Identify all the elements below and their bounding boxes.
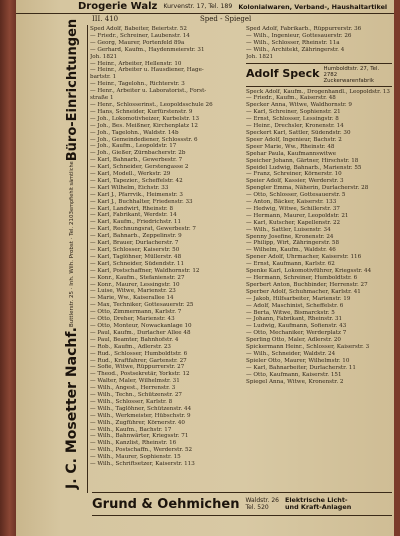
directory-entry: — Hans, Schneider, Kurfürstenstr. 9 [90, 108, 193, 115]
speck-ad-name: Adolf Speck [246, 67, 320, 81]
directory-entry: — Karl, Postschaffner, Waldhornstr. 12 [90, 267, 200, 274]
directory-entry: Spehar Paula, Kaufmannswitwe [246, 150, 337, 157]
directory-entry: — Johann, Fabrikant, Rheinstr. 31 [246, 316, 343, 323]
directory-entry: — Karl, Schlosser, Kaiserstr. 50 [90, 247, 180, 253]
directory-entry: — Wilh., Ingenieur, Gottesauerstr. 26 [246, 32, 352, 39]
directory-entry: — Karl Wilhelm, Eichstr. 33 [90, 184, 169, 191]
bottom-ad-name: Grund & Oehmichen [92, 496, 240, 512]
directory-entry: — Karl, Kaufm., Friedrichstr. 11 [90, 219, 182, 226]
directory-entry: Spieler Otto, Maurer, Wilhelmstr. 10 [246, 357, 350, 364]
directory-entry: — Max, Techniker, Gottesauerstr. 25 [90, 302, 194, 309]
directory-entry: — Heinr., Arbeiter, Hellenstr. 10 [90, 60, 182, 67]
running-title: Sped - Spiegel [200, 15, 252, 23]
directory-entry: — Paul, Beamter, Bahnhofstr. 4 [90, 336, 179, 343]
directory-entry: Spengler Emma, Näherin, Durlacherstr. 28 [246, 185, 369, 192]
directory-entry: — Walter, Maler, Wilhelmstr. 31 [90, 378, 180, 385]
directory-column-right [246, 26, 392, 386]
directory-entry: Speicher Johann, Gärtner, Hirschstr. 18 [246, 157, 359, 164]
directory-entry: Spenke Karl, Lokomotivführer, Kriegsstr. 44 [246, 268, 372, 275]
top-ad-products: Kolonialwaren, Verband-, Haushaltartikel [238, 2, 388, 11]
directory-entry: — Karl, Fabrikant, Werdstr. 14 [90, 212, 177, 219]
directory-entry: — Rud., Kraftfahrer, Gartenstr. 27 [90, 357, 187, 364]
directory-entry: — Hermann, Maurer, Leopoldstr. 21 [246, 212, 349, 219]
directory-entry: — Friedr., Schreiner, Laubenstr. 14 [90, 32, 190, 39]
directory-entry: — Karl, Taglöhner, Müllerstr. 48 [90, 253, 182, 260]
directory-entry: — Wilh., Werkmeister, Hübschstr. 9 [90, 412, 191, 419]
directory-entry: Speer Adolf, Ingenieur, Bachstr. 2 [246, 136, 342, 143]
directory-entry: — Wilh., Schriftsetzer, Kaiserstr. 113 [90, 461, 195, 468]
directory-entry: — Joh., Tagelohn., Waldstr. 14b [90, 129, 179, 136]
directory-entry: — Otto, Kaufmann, Kaiserstr. 151 [246, 371, 342, 378]
directory-entry: — Georg, Maurer, Portenfeld 89a [90, 39, 185, 46]
bottom-ad-address2: Tel. 520 [245, 504, 269, 511]
bottom-advertisement [92, 492, 392, 516]
directory-entry: Joh. 1821 [90, 53, 118, 60]
directory-entry: — Philipp, Wirt, Zähringerstr. 58 [246, 240, 340, 247]
directory-entry: — Wilh., Sattler, Luisenstr. 34 [246, 226, 331, 233]
page-header [92, 15, 392, 25]
directory-entry: — Wilh., Taglöhner, Schützenstr. 44 [90, 405, 192, 412]
directory-entry: — Wilh., Maurer, Sophienstr. 15 [90, 454, 181, 461]
directory-entry: — Wilh., Techn., Schützenstr. 27 [90, 392, 182, 399]
directory-entry: Sperbert Anton, Buchbinder, Herrenstr. 27 [246, 281, 368, 288]
directory-entry: — Konr., Maurer, Lessingstr. 10 [90, 281, 180, 288]
directory-entry: — Karl, Schneider, Südendstr. 11 [90, 260, 185, 267]
directory-entry: — Heinr., Arbeiter u. Hausdiener, Hage- [90, 67, 204, 74]
top-advertisement [16, 0, 394, 14]
top-ad-name: Drogerie Walz [78, 1, 158, 12]
directory-entry: — Otto, Schlosser, Gottesauerstr. 5 [246, 192, 346, 199]
directory-entry: — Karl J., Pfarrvik., Heimenstr. 3 [90, 191, 183, 198]
directory-entry: Specker Anna, Witwe, Waldhornstr. 9 [246, 102, 352, 109]
directory-entry: — Joh., Bes. Meißner, Kirchenplatz 12 [90, 122, 198, 129]
directory-entry: — Otto, Dreher, Marienstr. 43 [90, 316, 175, 323]
directory-entry: — Wilh., Schneider, Waldstr. 24 [246, 350, 336, 357]
bottom-ad-address1: Waldstr. 26 [245, 497, 279, 504]
directory-entry: Joh. 1821 [246, 53, 274, 60]
directory-entry: — Wilh., Kaufm., Bachstr. 17 [90, 426, 172, 433]
directory-entry: — Karl, Schreiner, Sophienstr. 21 [246, 109, 341, 116]
directory-entry: — Wilh., Bahnwärter, Kriegsstr. 71 [90, 433, 189, 440]
directory-entry: — Heinr., Tagelohn., Richterstr. 3 [90, 81, 185, 88]
directory-entry: — Rud., Schlosser, Humboldtstr. 6 [90, 350, 188, 357]
speck-ad-line1: Humboldtstr. 27, Tel. 2782 [323, 65, 380, 78]
directory-entry: — Berta, Witwe, Bismarckstr. 5 [246, 309, 335, 316]
directory-entry: Speck Adolf, Kaufm., Drogenhandl., Leopoldstr. 13 [246, 88, 390, 95]
directory-entry: — Wilh., Postschaffn., Werderstr. 52 [90, 447, 193, 454]
directory-entry: — Karl, Tapezier., Scheffelstr. 42 [90, 177, 183, 184]
directory-entry: — Ernst, Kaufmann, Karlstr. 62 [246, 261, 335, 268]
directory-entry: — Joh., Kaufm., Leopoldstr. 17 [90, 143, 177, 150]
bottom-ad-product1: Elektrische Licht- [285, 496, 348, 504]
directory-entry: — Otto, Mechaniker, Werderplatz 7 [246, 330, 347, 337]
directory-entry: Sperling Otto, Maler, Adlerstr. 20 [246, 337, 341, 344]
directory-entry: — Friedr., Kaufm., Kaiserstr. 48 [246, 95, 336, 102]
directory-entry: — Franz, Schreiner, Körnerstr. 10 [246, 171, 342, 178]
directory-entry: — Wilhelm, Kaufm., Waldstr. 46 [246, 247, 336, 254]
directory-entry: Spickermann Heinr., Schlosser, Kaiserstr. 3 [246, 344, 370, 351]
directory-entry: Speckert Karl, Sattler, Südendstr. 30 [246, 129, 351, 136]
book-spine [0, 0, 16, 536]
directory-entry: — Karl J., Buchhalter, Friedenstr. 33 [90, 198, 193, 205]
directory-entry: — Konr., Kaufm., Stefanienstr. 27 [90, 274, 185, 281]
directory-entry: — Ludwig, Kaufmann, Sofienstr. 43 [246, 323, 347, 330]
directory-entry: — Gerhard, Kaufm., Haydenmeierstr. 31 [90, 46, 205, 53]
directory-entry: — Adolf, Maschinist, Scheffelstr. 6 [246, 302, 344, 309]
directory-entry: — Joh., Gießer, Zürnbacherstr. 2b [90, 150, 186, 157]
directory-entry: — Karl, Modell., Werkstr. 29 [90, 171, 171, 178]
left-ad-tagline: empfiehlt sämtliche [68, 161, 75, 211]
directory-entry: — Hedwig, Witwe, Schillerstr. 37 [246, 205, 340, 212]
directory-entry: — Karl, Bahnarbeiter, Durlacherstr. 11 [246, 364, 356, 371]
directory-column-left [90, 26, 242, 468]
directory-entry: — Otto, Monteur, Nowackanlage 10 [90, 322, 192, 329]
directory-entry: — Karl, Bahnarb., Zeppelinstr. 9 [90, 233, 182, 240]
directory-page [16, 0, 394, 536]
bottom-ad-product2: und Kraft-Anlagen [285, 503, 352, 511]
directory-entry: Speer Marie, Ww., Rheinstr. 48 [246, 143, 335, 150]
directory-entry: — Joh., Lokomotivheizer, Kurbelstr. 13 [90, 115, 200, 122]
directory-entry: — Wilh., Schlosser, Karlstr. 8 [90, 398, 173, 405]
directory-entry: — Jakob, Hilfsarbeiter, Marienstr. 19 [246, 295, 351, 302]
directory-entry: Sperber Adolf, Schuhmacher, Karlstr. 41 [246, 288, 361, 295]
directory-entry: Spener Adolf, Uhrmacher, Kaiserstr. 116 [246, 254, 362, 261]
directory-entry: — Henr., Arbeiter u. Laboratorist., Forst- [90, 88, 207, 95]
speck-ad-line2: Zuckerwarenfabrik [323, 77, 374, 84]
directory-entry: Sped Adolf, Fabrikarb., Rüppurrerstr. 36 [246, 26, 362, 32]
directory-entry: — Heinr., Drechsler, Kronenstr. 14 [246, 123, 344, 130]
directory-entry: — Luise, Witwe, Marienstr. 23 [90, 288, 176, 295]
directory-entry: — Joh., Gemeindediener, Schlossstr. 6 [90, 136, 198, 143]
directory-entry: — Paul, Kaufm., Durlacher Allee 48 [90, 329, 191, 336]
directory-entry: — Otto, Zimmermann, Karlstr. 7 [90, 309, 182, 316]
directory-entry: Spiegel Anna, Witwe, Kronenstr. 2 [246, 378, 344, 385]
directory-entry: — Anton, Bäcker, Kaiserstr. 133 [246, 199, 337, 206]
left-ad-firm: J. C. Mosetter Nachf. [63, 327, 80, 489]
directory-entry: — Wilh., Architekt, Zähringerstr. 4 [246, 46, 345, 53]
directory-entry: — Karl, Bahnarb., Gewerbestr. 7 [90, 157, 183, 164]
speck-advertisement [246, 63, 392, 87]
directory-entry: straße 1 [90, 95, 114, 102]
left-ad-product: Büro-Einrichtungen [64, 18, 79, 162]
page-number: III. 410 [92, 15, 119, 23]
directory-entry: Speidel Ludwig, Bahnarb., Marienstr. 55 [246, 164, 362, 171]
directory-entry: — Karl, Rechnungsrat, Gewerbestr. 7 [90, 226, 196, 233]
directory-entry: — Wilh., Schlosser, Rheinstr. 11a [246, 39, 340, 46]
directory-entry: bartstr. 1 [90, 74, 117, 81]
top-ad-address: Kurvenstr. 17, Tel. 189 [163, 3, 233, 10]
directory-entry: Speier Adolf, Kassier, Werderstr. 3 [246, 178, 344, 185]
directory-entry: — Karl, Brauer, Durlacherstr. 7 [90, 240, 179, 247]
directory-entry: — Marie, Ww., Kaiserallee 14 [90, 295, 174, 302]
directory-entry: — Rob., Kaufm., Adlerstr. 23 [90, 343, 171, 350]
directory-entry: — Karl, Schneider, Gerstengasse 2 [90, 164, 189, 171]
directory-entry: — Hermann, Schreiner, Humboldtstr. 6 [246, 275, 358, 281]
right-column-top-entries [246, 26, 392, 61]
directory-entry: Sped Adolf, Babeiter, Beiertstr. 52 [90, 26, 187, 32]
directory-entry: — Wilh., Angest., Herrenstr. 3 [90, 385, 176, 392]
directory-entry: — Karl, Kutscher, Kapellenstr. 22 [246, 219, 341, 226]
directory-entry: Spenny Josefine, Kronenstr. 24 [246, 233, 334, 240]
directory-entry: — Wilh., Zugführer, Körnerstr. 40 [90, 419, 185, 426]
directory-entry: — Theod., Postsekretär, Yorkstr. 12 [90, 371, 190, 378]
directory-entry: — Sofie, Witwe, Rüppurrerstr. 27 [90, 364, 185, 371]
directory-entry: — Henr., Schlosserinst., Leopoldsschule 26 [90, 101, 213, 108]
directory-entry: — Ernst, Schlosser, Lessingstr. 8 [246, 116, 339, 123]
left-ad-address: Buttlerstr. 25 · Inh. Wilh. Probst · Tel. 2103 [68, 210, 75, 328]
directory-entry: — Wilh., Kanzlist, Rheinstr. 16 [90, 440, 177, 447]
directory-entry: — Karl, Landwirt, Rheinstr. 8 [90, 205, 174, 212]
right-column-bottom-entries [246, 89, 392, 386]
left-advertisement [56, 18, 88, 493]
